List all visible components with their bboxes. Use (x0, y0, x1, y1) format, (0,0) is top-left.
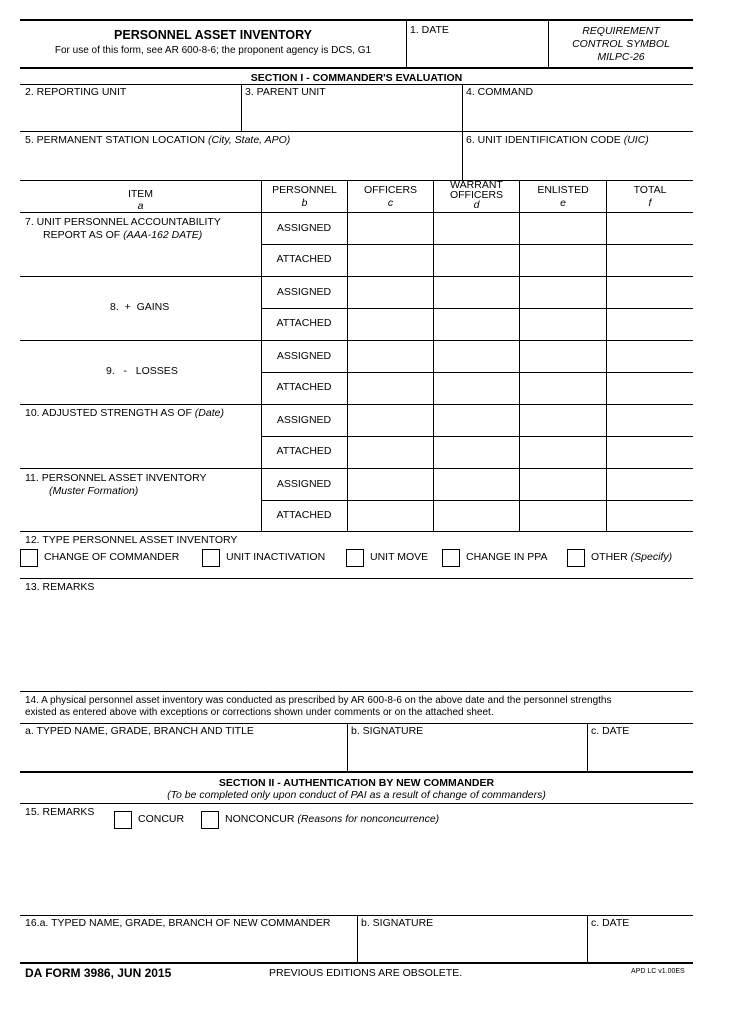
req-line-2: CONTROL SYMBOL (572, 38, 670, 50)
nonconcur-label: NONCONCUR (Reasons for nonconcurrence) (225, 813, 440, 825)
row-label-assigned: ASSIGNED (276, 350, 332, 362)
new-commander-signature-field[interactable] (358, 930, 586, 962)
concur-checkbox[interactable] (114, 811, 132, 829)
signature-field[interactable] (348, 738, 586, 770)
item11-label: 11. PERSONNEL ASSET INVENTORY (Muster Formation) (25, 472, 207, 497)
parent-unit-field[interactable] (242, 98, 461, 130)
obsolete-notice: PREVIOUS EDITIONS ARE OBSOLETE. (269, 967, 463, 979)
row-label-attached: ATTACHED (276, 445, 332, 457)
other-checkbox[interactable] (567, 549, 585, 567)
unit-move-label: UNIT MOVE (370, 551, 429, 563)
item8-label: 8. + GAINS (110, 301, 170, 313)
signature-date-field[interactable] (588, 738, 692, 770)
row-label-assigned: ASSIGNED (276, 478, 332, 490)
station-location-text: 5. PERMANENT STATION LOCATION (25, 134, 206, 146)
date-label: 1. DATE (410, 24, 449, 36)
col-header-officers: OFFICERS c (363, 184, 418, 209)
new-commander-date-label: c. DATE (591, 917, 630, 929)
row-label-assigned: ASSIGNED (276, 414, 332, 426)
unit-inactivation-checkbox[interactable] (202, 549, 220, 567)
command-field[interactable] (463, 98, 692, 130)
form-title: PERSONNEL ASSET INVENTORY (114, 28, 312, 42)
date-field[interactable] (407, 36, 548, 66)
reporting-unit-label: 2. REPORTING UNIT (25, 86, 127, 98)
version-label: APD LC v1.00ES (631, 968, 685, 975)
col-header-personnel: PERSONNEL b (272, 184, 337, 209)
remarks-label: 13. REMARKS (25, 581, 95, 593)
nonconcur-checkbox[interactable] (201, 811, 219, 829)
row-label-attached: ATTACHED (276, 253, 332, 265)
row-label-attached: ATTACHED (276, 381, 332, 393)
station-location-hint: (City, State, APO) (208, 134, 291, 146)
row-label-attached: ATTACHED (276, 317, 332, 329)
item10-label: 10. ADJUSTED STRENGTH AS OF (Date) (25, 407, 224, 419)
command-label: 4. COMMAND (466, 86, 534, 98)
form-number: DA FORM 3986, JUN 2015 (25, 966, 172, 980)
uic-label (466, 134, 649, 146)
typed-name-field[interactable] (21, 738, 346, 770)
change-of-commander-checkbox[interactable] (20, 549, 38, 567)
change-in-ppa-label: CHANGE IN PPA (466, 551, 548, 563)
new-commander-name-label: 16.a. TYPED NAME, GRADE, BRANCH OF NEW COMMANDER (25, 917, 331, 929)
other-label: OTHER (Specify) (591, 551, 673, 563)
uic-text: 6. UNIT IDENTIFICATION CODE (466, 134, 621, 146)
item9-label: 9. - LOSSES (106, 365, 178, 377)
uic-field[interactable] (463, 147, 692, 179)
col-header-total: TOTAL f (633, 184, 667, 209)
typed-name-label: a. TYPED NAME, GRADE, BRANCH AND TITLE (25, 725, 254, 737)
station-location-field[interactable] (21, 147, 461, 179)
section2-remarks-label: 15. REMARKS (25, 806, 95, 818)
new-commander-signature-label: b. SIGNATURE (361, 917, 434, 929)
unit-move-checkbox[interactable] (346, 549, 364, 567)
top-border (20, 19, 693, 21)
item14-statement: 14. A physical personnel asset inventory was conducted as prescribed by AR 600-8-6 on the above date and the personnel strengths existed as entered above with exceptions or corrections shown under comments or on the attached sheet. (25, 695, 612, 718)
col-header-enlisted: ENLISTED e (537, 184, 589, 209)
row-label-assigned: ASSIGNED (276, 286, 332, 298)
reporting-unit-field[interactable] (21, 98, 240, 130)
row-label-attached: ATTACHED (276, 509, 332, 521)
req-line-1: REQUIREMENT (582, 25, 660, 37)
signature-date-label: c. DATE (591, 725, 630, 737)
new-commander-date-field[interactable] (588, 930, 692, 962)
section2-title: SECTION II - AUTHENTICATION BY NEW COMMANDER (218, 777, 495, 789)
parent-unit-label: 3. PARENT UNIT (245, 86, 326, 98)
unit-inactivation-label: UNIT INACTIVATION (226, 551, 326, 563)
requirement-control-symbol (549, 25, 693, 64)
req-line-3: MILPC-26 (597, 51, 645, 63)
station-location-label (25, 134, 290, 146)
new-commander-name-field[interactable] (21, 930, 356, 962)
signature-label: b. SIGNATURE (351, 725, 424, 737)
section2-subtitle: (To be completed only upon conduct of PAI as a result of change of commanders) (167, 789, 546, 801)
change-in-ppa-checkbox[interactable] (442, 549, 460, 567)
col-header-warrant-officers: WARRANT OFFICERS d (449, 179, 504, 211)
form-subtitle: For use of this form, see AR 600-8-6; the proponent agency is DCS, G1 (54, 45, 372, 56)
uic-hint: (UIC) (623, 134, 649, 146)
remarks-field[interactable] (21, 595, 692, 690)
col-header-item: ITEM a (127, 188, 154, 212)
item12-label: 12. TYPE PERSONNEL ASSET INVENTORY (25, 534, 238, 546)
section2-remarks-field[interactable] (21, 833, 692, 913)
item7-label: 7. UNIT PERSONNEL ACCOUNTABILITY REPORT AS OF (AAA-162 DATE) (25, 216, 221, 241)
concur-label: CONCUR (138, 813, 185, 825)
change-of-commander-label: CHANGE OF COMMANDER (44, 551, 180, 563)
row-label-assigned: ASSIGNED (276, 222, 332, 234)
section1-title: SECTION I - COMMANDER'S EVALUATION (250, 72, 463, 84)
